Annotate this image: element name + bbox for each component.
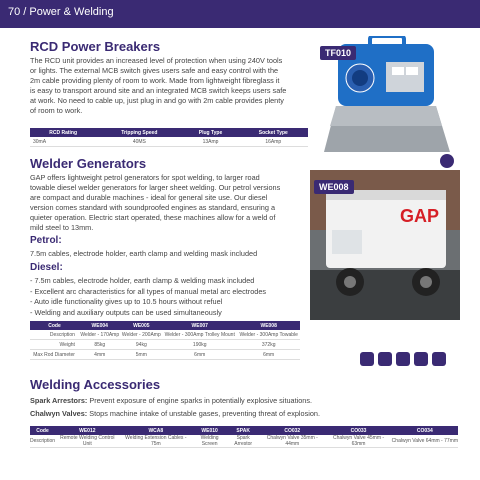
- list-item: - Welding and auxiliary outputs can be used simultaneously: [30, 307, 222, 317]
- ppe-mask-icon: [396, 352, 410, 366]
- welder-description: GAP offers lightweight petrol generators for spot welding, to larger road towable diesel welder generators for larger sheet welding. Our petrol versions are compact and durable machines - ideal for general site use. Our diesel version comes standard with soundproofed engines as standard, ensuring a quieter operation. Electric start operated, these machines allow for a weld of mild steel to 13mm.: [30, 173, 281, 232]
- page-header-title: 70 / Power & Welding: [8, 6, 114, 18]
- ppe-glove-icon: [360, 352, 374, 366]
- diesel-list: [30, 276, 266, 318]
- chalwyn-valves-text: Chalwyn Valves: Stops machine intake of unstable gases, preventing threat of explosion.: [30, 409, 321, 418]
- list-item: - Excellent arc characteristics for all types of manual metal arc electrodes: [30, 286, 267, 296]
- table-header: RCD Rating: [30, 128, 96, 137]
- list-item: - Auto idle functionality gives up to 10.5 hours without refuel: [30, 297, 223, 306]
- table-row: Description Remote Welding Control Unit Welding Extension Cables - 75m Welding Screen Spark Arrestor Chalwyn Valve 35mm - 44mm Chalwyn Valve 45mm - 63mm Chalwyn Valve 64mm - 77mm: [30, 435, 458, 447]
- svg-text:GAP: GAP: [400, 206, 440, 226]
- table-header: WE007: [162, 321, 237, 330]
- rcd-title: RCD Power Breakers: [30, 39, 161, 54]
- list-item: - 7.5m cables, electrode holder, earth clamp & welding mask included: [30, 276, 255, 285]
- petrol-title: Petrol:: [30, 235, 62, 246]
- table-header: SPAK: [227, 426, 259, 435]
- welder-product-tag: WE008: [314, 180, 354, 194]
- spark-arrestors-text: Spark Arrestors: Prevent exposure of engine sparks in potentially explosive situations.: [30, 396, 313, 405]
- ppe-hand-icon: [378, 352, 392, 366]
- table-header: WCA8: [120, 426, 192, 435]
- page-header-bar: [0, 0, 480, 28]
- table-row: Description Welder - 170Amp Welder - 200Amp Welder - 300Amp Trolley Mount Welder - 300Amp Towable: [30, 330, 300, 340]
- ppe-apron-icon: [414, 352, 428, 366]
- rcd-spec-table: [30, 128, 308, 147]
- rcd-description: The RCD unit provides an increased level of protection when using 240V tools or lights. The external MCB switch gives users safe and easy control with the 2m cable providing plenty of room to work. Made from lightweight fibreglass it is easy to transport around site and an integrated MCB switch keeps users safe at work. No need to cable up, just plug in and go with 2m cable provides plenty of room to work.: [30, 56, 287, 115]
- ppe-boots-icon: [432, 352, 446, 366]
- table-header: WE004: [79, 321, 121, 330]
- table-header: WE008: [237, 321, 300, 330]
- welder-spec-table: [30, 321, 300, 360]
- petrol-text: 7.5m cables, electrode holder, earth clamp and welding mask included: [30, 249, 258, 258]
- table-row: Weight 85kg 94kg 190kg 372kg: [30, 340, 300, 350]
- table-header: Plug Type: [182, 128, 238, 137]
- table-header: Code: [30, 321, 79, 330]
- table-header: Code: [30, 426, 55, 435]
- table-header: CO033: [325, 426, 391, 435]
- table-header: Socket Type: [239, 128, 308, 137]
- glove-icon: [440, 154, 454, 168]
- table-row: Max Rod Diameter 4mm 5mm 6mm 6mm: [30, 350, 300, 360]
- table-header: CO034: [392, 426, 458, 435]
- table-header: WE010: [192, 426, 227, 435]
- accessories-spec-table: [30, 426, 458, 448]
- table-header: Tripping Speed: [96, 128, 182, 137]
- accessories-title: Welding Accessories: [30, 377, 161, 392]
- table-header: CO032: [259, 426, 325, 435]
- rcd-product-tag: TF010: [320, 46, 356, 60]
- table-header: WE005: [121, 321, 163, 330]
- welder-title: Welder Generators: [30, 156, 147, 171]
- table-header: WE012: [55, 426, 120, 435]
- diesel-title: Diesel:: [30, 262, 63, 273]
- table-row: 30mA 40MS 13Amp 16Amp: [30, 137, 308, 147]
